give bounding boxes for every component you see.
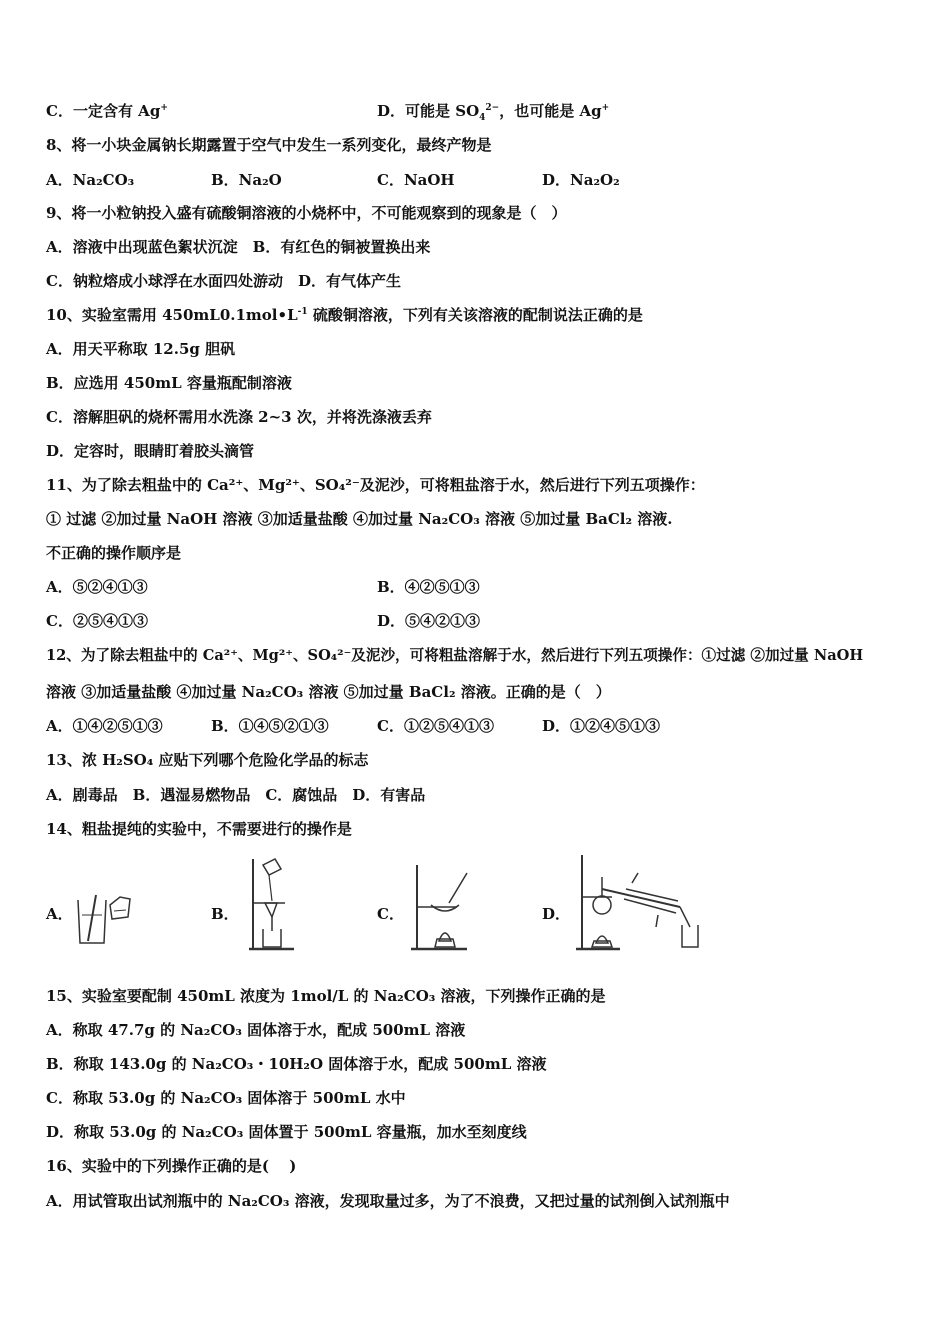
q14-stem: 14、粗盐提纯的实验中，不需要进行的操作是: [46, 820, 352, 838]
q10-option-c: C．溶解胆矾的烧杯需用水洗涤 2~3 次，并将洗涤液丢弃: [46, 408, 432, 426]
q10-option-b: B．应选用 450mL 容量瓶配制溶液: [46, 374, 292, 392]
q11-question: 不正确的操作顺序是: [46, 544, 182, 562]
q11-option-c: C．②⑤④①③: [46, 612, 148, 630]
q11-option-b: B．④②⑤①③: [377, 578, 480, 596]
q15-option-a: A．称取 47.7g 的 Na₂CO₃ 固体溶于水，配成 500mL 溶液: [46, 1021, 466, 1039]
q8-stem: 8、将一小块金属钠长期露置于空气中发生一系列变化，最终产物是: [46, 136, 492, 154]
q10-option-a: A．用天平称取 12.5g 胆矾: [46, 340, 236, 358]
q12-option-d: D．①②④⑤①③: [542, 717, 661, 735]
q8-option-a: A．Na₂CO₃: [46, 171, 135, 189]
q11-option-a: A．⑤②④①③: [46, 578, 148, 596]
q8-option-d: D．Na₂O₂: [542, 171, 620, 189]
q12-option-a: A．①④②⑤①③: [46, 717, 163, 735]
dissolving-figure-icon: [68, 855, 168, 955]
q9-options-ab: A．溶液中出现蓝色絮状沉淀 B．有红色的铜被置换出来: [46, 238, 431, 256]
q14-label-a: A．: [46, 905, 73, 923]
q15-stem: 15、实验室要配制 450mL 浓度为 1mol/L 的 Na₂CO₃ 溶液，下列操作正确的是: [46, 987, 606, 1005]
evaporation-figure-icon: [405, 855, 505, 955]
q12-option-c: C．①②⑤④①③: [377, 717, 494, 735]
q10-stem-pre: 10、实验室需用 450mL0.1mol•L: [46, 306, 298, 324]
q14-figures: [46, 855, 746, 955]
q16-option-a: A．用试管取出试剂瓶中的 Na₂CO₃ 溶液，发现取量过多，为了不浪费，又把过量的试剂倒入试剂瓶中: [46, 1192, 730, 1210]
q13-stem: 13、浓 H₂SO₄ 应贴下列哪个危险化学品的标志: [46, 751, 369, 769]
q15-option-b: B．称取 143.0g 的 Na₂CO₃・10H₂O 固体溶于水，配成 500mL 溶液: [46, 1055, 547, 1073]
q7-d-sub: 4: [479, 113, 486, 123]
q14-label-b: B．: [211, 905, 239, 923]
q12-stem-cont: 溶液 ③加适量盐酸 ④加过量 Na₂CO₃ 溶液 ⑤加过量 BaCl₂ 溶液。正确的是（ ）: [46, 683, 611, 701]
q10-stem: [46, 305, 643, 325]
q14-option-a: [46, 855, 211, 955]
q15-option-d: D．称取 53.0g 的 Na₂CO₃ 固体置于 500mL 容量瓶，加水至刻度线: [46, 1123, 527, 1141]
q15-option-c: C．称取 53.0g 的 Na₂CO₃ 固体溶于 500mL 水中: [46, 1089, 406, 1107]
filtration-figure-icon: [239, 855, 339, 955]
q7-d-text-pre: 可能是 SO: [405, 102, 480, 120]
q11-operations: ① 过滤 ②加过量 NaOH 溶液 ③加适量盐酸 ④加过量 Na₂CO₃ 溶液 ⑤加过量 BaCl₂ 溶液.: [46, 510, 673, 528]
distillation-figure-icon: [572, 855, 712, 955]
q7-option-c: [46, 101, 168, 121]
q7-d-sup: 2−: [485, 103, 500, 113]
q7-c-sup: +: [160, 103, 168, 113]
q7-d-sup2: +: [601, 103, 610, 113]
q7-d-label: D．: [377, 102, 406, 120]
q9-options-cd: C．钠粒熔成小球浮在水面四处游动 D．有气体产生: [46, 272, 401, 290]
q10-stem-post: 硫酸铜溶液，下列有关该溶液的配制说法正确的是: [307, 306, 643, 324]
q8-option-c: C．NaOH: [377, 171, 455, 189]
q10-option-d: D．定容时，眼睛盯着胶头滴管: [46, 442, 255, 460]
q12-stem: 12、为了除去粗盐中的 Ca²⁺、Mg²⁺、SO₄²⁻及泥沙，可将粗盐溶解于水，然后进行下列五项操作：①过滤 ②加过量 NaOH: [46, 647, 864, 664]
q7-c-label: C．: [46, 102, 73, 120]
q14-option-c: [377, 855, 542, 955]
q9-stem: 9、将一小粒钠投入盛有硫酸铜溶液的小烧杯中，不可能观察到的现象是（ ）: [46, 204, 567, 222]
q7-c-text: 一定含有 Ag: [72, 102, 161, 120]
q13-options: A．剧毒品 B．遇湿易燃物品 C．腐蚀品 D．有害品: [46, 786, 426, 804]
q10-stem-sup: -1: [297, 307, 308, 317]
q16-stem: 16、实验中的下列操作正确的是( ): [46, 1157, 297, 1175]
q12-option-b: B．①④⑤②①③: [211, 717, 329, 735]
q11-option-d: D．⑤④②①③: [377, 612, 481, 630]
q7-option-d: [377, 101, 609, 121]
q11-stem: 11、为了除去粗盐中的 Ca²⁺、Mg²⁺、SO₄²⁻及泥沙，可将粗盐溶于水，然后进行下列五项操作：: [46, 476, 705, 494]
q7-d-text-post: ，也可能是 Ag: [499, 102, 602, 120]
q14-option-b: [211, 855, 377, 955]
q14-label-d: D．: [542, 905, 571, 923]
q14-option-d: [542, 855, 746, 955]
q14-label-c: C．: [377, 905, 404, 923]
q8-option-b: B．Na₂O: [211, 171, 282, 189]
